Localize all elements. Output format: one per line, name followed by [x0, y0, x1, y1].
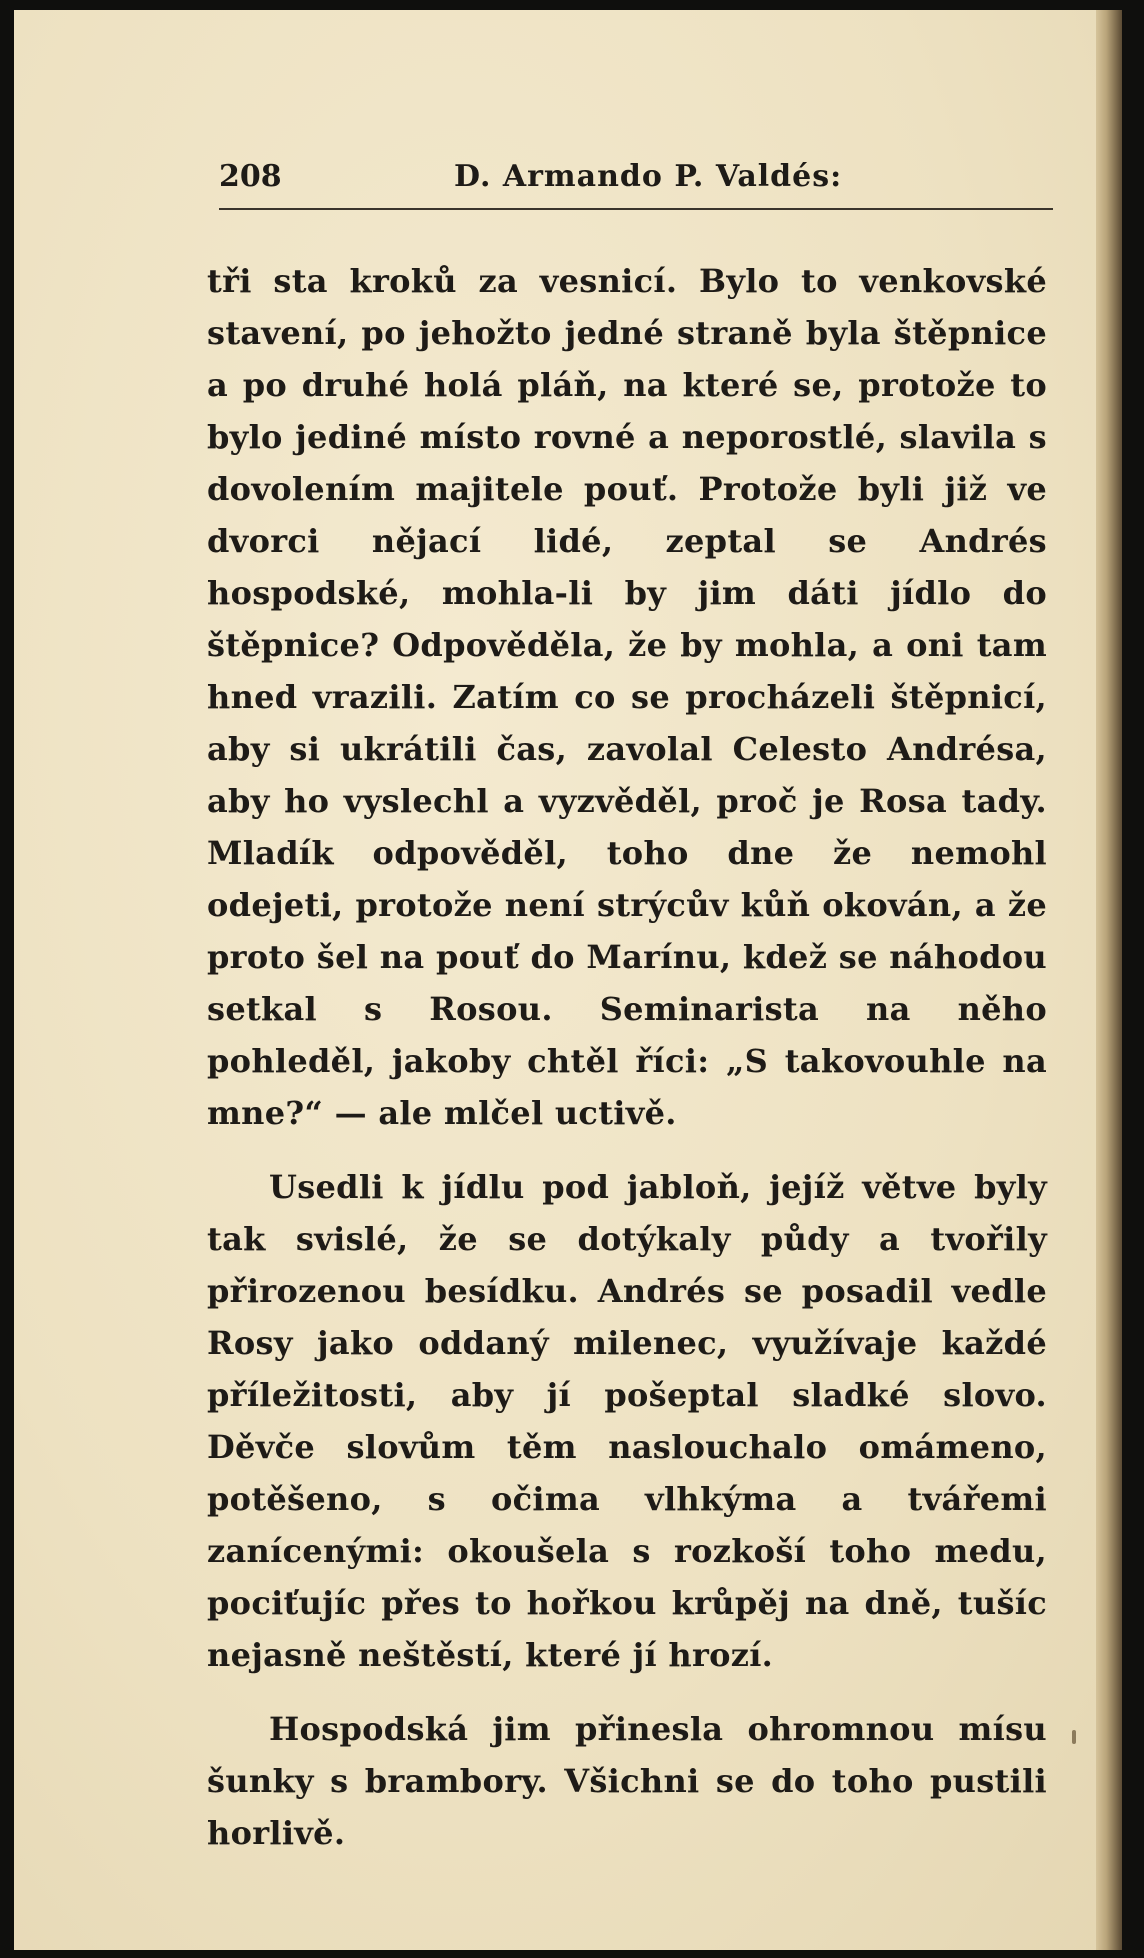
header-rule	[219, 208, 1053, 210]
paragraph-2: Usedli k jídlu pod jabloň, jejíž větve byly tak svislé, že se dotýkaly půdy a tvořily přirozenou besídku. Andrés se posadil vedle Rosy jako oddaný milenec, využívaje každé příležitosti, aby jí pošeptal sladké slovo. Děvče slovům těm naslouchalo omámeno, potěšeno, s očima vlhkýma a tvářemi zanícenými: okoušela s rozkoší toho medu, pociťujíc přes to hořkou krůpěj na dně, tušíc nejasně neštěstí, které jí hrozí.	[207, 1168, 1047, 1674]
body-text	[207, 255, 1047, 1881]
paragraph-1: tři sta kroků za vesnicí. Bylo to venkovské stavení, po jehožto jedné straně byla štěpnice a po druhé holá pláň, na které se, protože to bylo jediné místo rovné a neporostlé, slavila s dovolením majitele pouť. Protože byli již ve dvorci nějací lidé, zeptal se Andrés hospodské, mohla-li by jim dáti jídlo do štěpnice? Odpověděla, že by mohla, a oni tam hned vrazili. Zatím co se procházeli štěpnicí, aby si ukrátili čas, zavolal Celesto Andrésa, aby ho vyslechl a vyzvěděl, proč je Rosa tady. Mladík odpověděl, toho dne že nemohl odejeti, protože není strýcův kůň okován, a že proto šel na pouť do Marínu, kdež se náhodou setkal s Rosou. Seminarista na něho pohleděl, jakoby chtěl říci: „S takovouhle na mne?“ — ale mlčel uctivě.	[207, 262, 1047, 1132]
book-page	[14, 10, 1122, 1950]
page-header	[207, 155, 1047, 203]
paragraph-3: Hospodská jim přinesla ohromnou mísu šunky s brambory. Všichni se do toho pustili horlivě.	[207, 1710, 1047, 1852]
page-number: 208	[219, 159, 282, 194]
running-head: D. Armando P. Valdés:	[454, 159, 843, 194]
book-spine-shadow	[1096, 10, 1122, 1950]
paper-speck	[1072, 1730, 1076, 1744]
